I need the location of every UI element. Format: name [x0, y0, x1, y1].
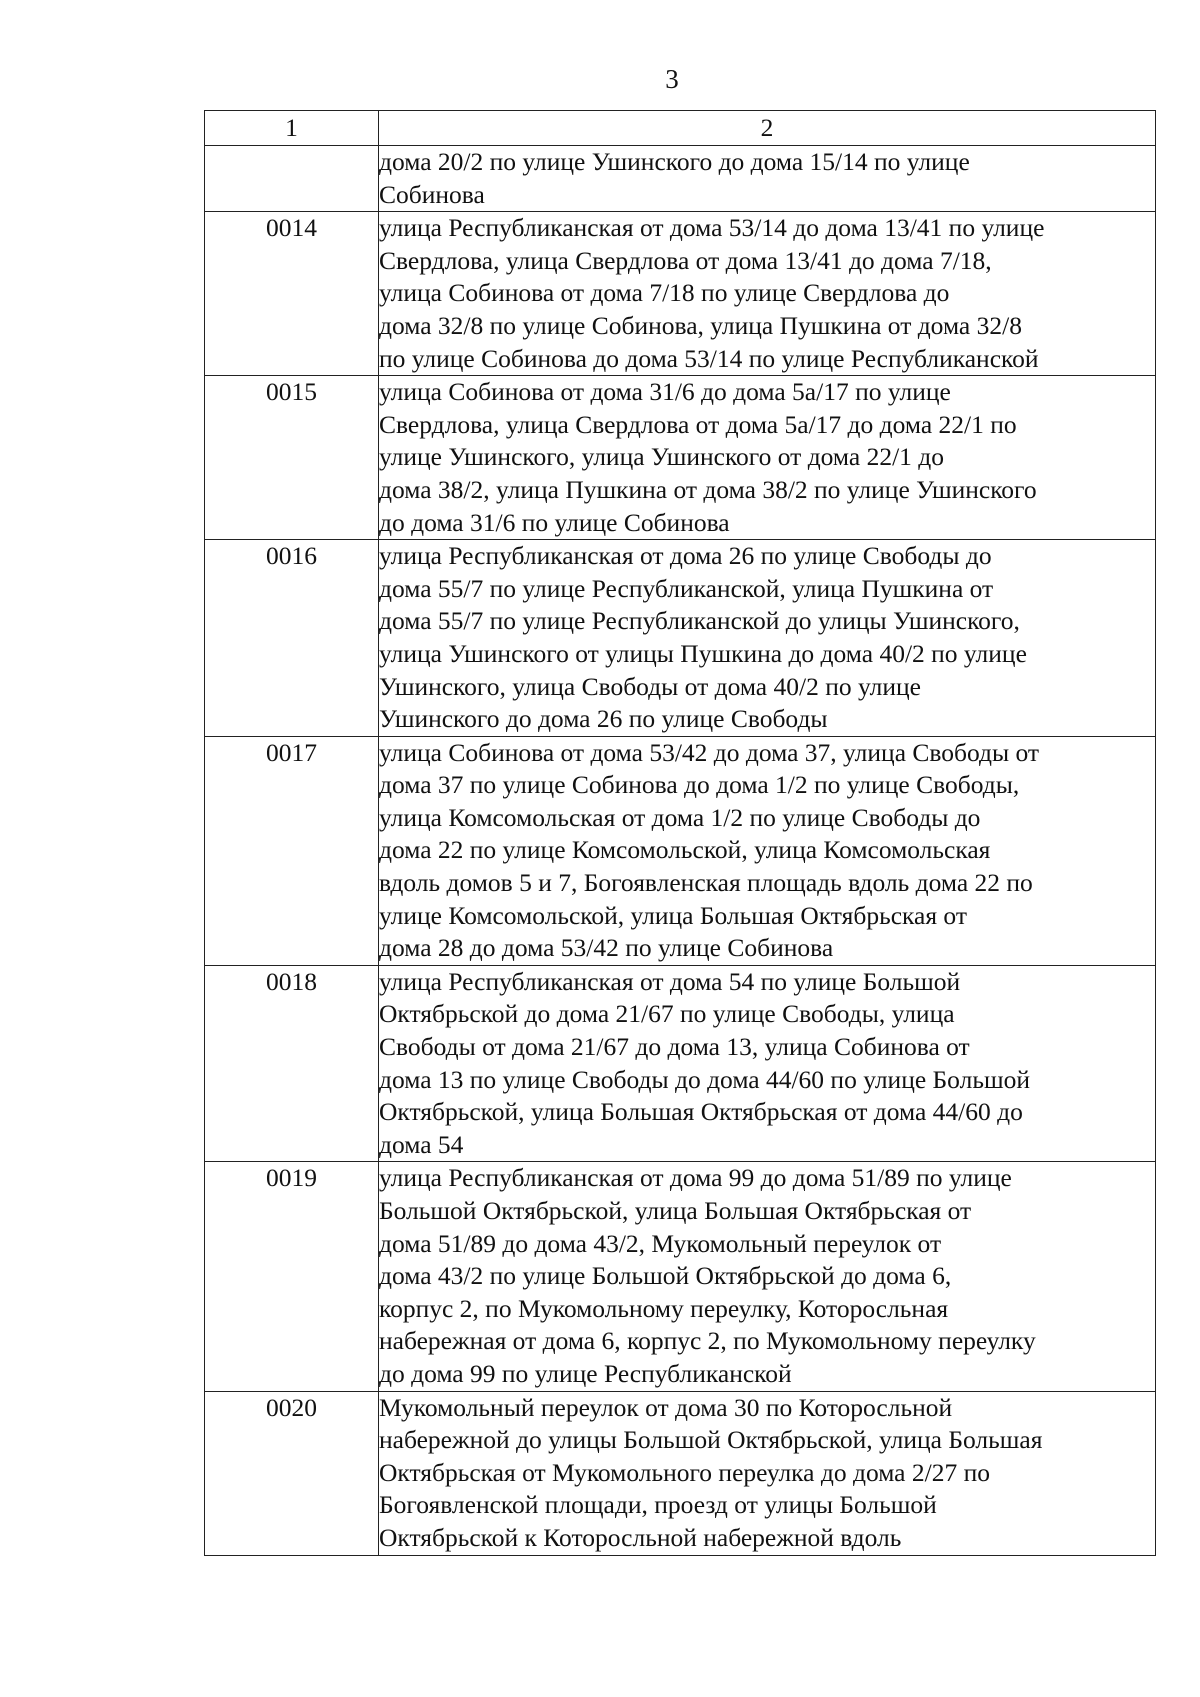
description-line: набережной до улицы Большой Октябрьской, улица Большая: [379, 1425, 1043, 1455]
table-row: [205, 1391, 1156, 1555]
description-line: улица Республиканская от дома 53/14 до дома 13/41 по улице: [379, 213, 1045, 243]
description-line: улица Комсомольская от дома 1/2 по улице Свободы до: [379, 802, 981, 832]
table-row: [205, 146, 1156, 212]
description-line: дома 28 до дома 53/42 по улице Собинова: [379, 933, 834, 963]
description-line: Октябрьской, улица Большая Октябрьская от дома 44/60 до: [379, 1097, 1023, 1127]
page-number: 3: [665, 64, 679, 94]
district-description: [379, 376, 1156, 540]
table-row: [205, 540, 1156, 737]
description-line: улица Собинова от дома 31/6 до дома 5а/17 по улице: [379, 377, 951, 407]
description-line: дома 13 по улице Свободы до дома 44/60 по улице Большой: [379, 1064, 1030, 1094]
column-header-1: 1: [205, 111, 379, 146]
description-line: корпус 2, по Мукомольному переулку, Которосльная: [379, 1293, 949, 1323]
description-line: улица Республиканская от дома 26 по улице Свободы до: [379, 541, 992, 571]
description-line: улица Республиканская от дома 54 по улице Большой: [379, 966, 961, 996]
description-line: улица Ушинского от улицы Пушкина до дома 40/2 по улице: [379, 638, 1027, 668]
description-line: улица Собинова от дома 53/42 до дома 37, улица Свободы от: [379, 737, 1040, 767]
district-description: [379, 540, 1156, 737]
description-line: Собинова: [379, 179, 485, 209]
description-line: Ушинского до дома 26 по улице Свободы: [379, 704, 828, 734]
table-row: [205, 376, 1156, 540]
description-line: Октябрьской до дома 21/67 по улице Свободы, улица: [379, 999, 955, 1029]
description-line: дома 54: [379, 1129, 464, 1159]
district-code: 0016: [205, 540, 379, 737]
description-line: дома 43/2 по улице Большой Октябрьской до дома 6,: [379, 1261, 952, 1291]
district-code: 0018: [205, 965, 379, 1162]
description-line: дома 51/89 до дома 43/2, Мукомольный переулок от: [379, 1228, 942, 1258]
table-header-row: [205, 111, 1156, 146]
table-row: [205, 212, 1156, 376]
district-description: [379, 1162, 1156, 1391]
district-description: [379, 1391, 1156, 1555]
table-row: [205, 736, 1156, 965]
description-line: вдоль домов 5 и 7, Богоявленская площадь вдоль дома 22 по: [379, 868, 1033, 898]
description-line: по улице Собинова до дома 53/14 по улице Республиканской: [379, 343, 1039, 373]
description-line: Мукомольный переулок от дома 30 по Которосльной: [379, 1392, 953, 1422]
description-line: улица Республиканская от дома 99 до дома 51/89 по улице: [379, 1163, 1012, 1193]
description-line: Ушинского, улица Свободы от дома 40/2 по улице: [379, 671, 921, 701]
district-description: [379, 212, 1156, 376]
description-line: Богоявленской площади, проезд от улицы Большой: [379, 1490, 937, 1520]
district-code: 0019: [205, 1162, 379, 1391]
district-code: 0015: [205, 376, 379, 540]
district-description: [379, 146, 1156, 212]
description-line: Свердлова, улица Свердлова от дома 5а/17 до дома 22/1 по: [379, 409, 1017, 439]
description-line: дома 37 по улице Собинова до дома 1/2 по улице Свободы,: [379, 770, 1020, 800]
table-body: [205, 146, 1156, 1556]
description-line: дома 38/2, улица Пушкина от дома 38/2 по улице Ушинского: [379, 474, 1037, 504]
district-description: [379, 965, 1156, 1162]
description-line: до дома 99 по улице Республиканской: [379, 1358, 792, 1388]
description-line: Большой Октябрьской, улица Большая Октябрьская от: [379, 1196, 972, 1225]
description-line: дома 55/7 по улице Республиканской, улица Пушкина от: [379, 573, 994, 603]
description-line: набережная от дома 6, корпус 2, по Мукомольному переулку: [379, 1326, 1036, 1356]
description-line: дома 20/2 по улице Ушинского до дома 15/14 по улице: [379, 147, 970, 176]
district-description: [379, 736, 1156, 965]
description-line: Октябрьская от Мукомольного переулка до дома 2/27 по: [379, 1457, 990, 1487]
description-line: до дома 31/6 по улице Собинова: [379, 507, 730, 537]
table-row: [205, 965, 1156, 1162]
column-header-2: 2: [379, 111, 1156, 146]
description-line: Свободы от дома 21/67 до дома 13, улица Собинова от: [379, 1032, 970, 1062]
district-code: 0017: [205, 736, 379, 965]
description-line: Свердлова, улица Свердлова от дома 13/41 до дома 7/18,: [379, 245, 992, 275]
districts-table: [204, 110, 1156, 1556]
district-code: 0020: [205, 1391, 379, 1555]
description-line: улица Собинова от дома 7/18 по улице Свердлова до: [379, 278, 950, 308]
description-line: улице Ушинского, улица Ушинского от дома 22/1 до: [379, 442, 945, 472]
description-line: улице Комсомольской, улица Большая Октябрьская от: [379, 900, 967, 930]
description-line: дома 22 по улице Комсомольской, улица Комсомольская: [379, 835, 991, 865]
table-row: [205, 1162, 1156, 1391]
district-code: 0014: [205, 212, 379, 376]
district-code: [205, 146, 379, 212]
description-line: Октябрьской к Которосльной набережной вдоль: [379, 1522, 902, 1552]
description-line: дома 32/8 по улице Собинова, улица Пушкина от дома 32/8: [379, 310, 1022, 340]
description-line: дома 55/7 по улице Республиканской до улицы Ушинского,: [379, 606, 1020, 636]
